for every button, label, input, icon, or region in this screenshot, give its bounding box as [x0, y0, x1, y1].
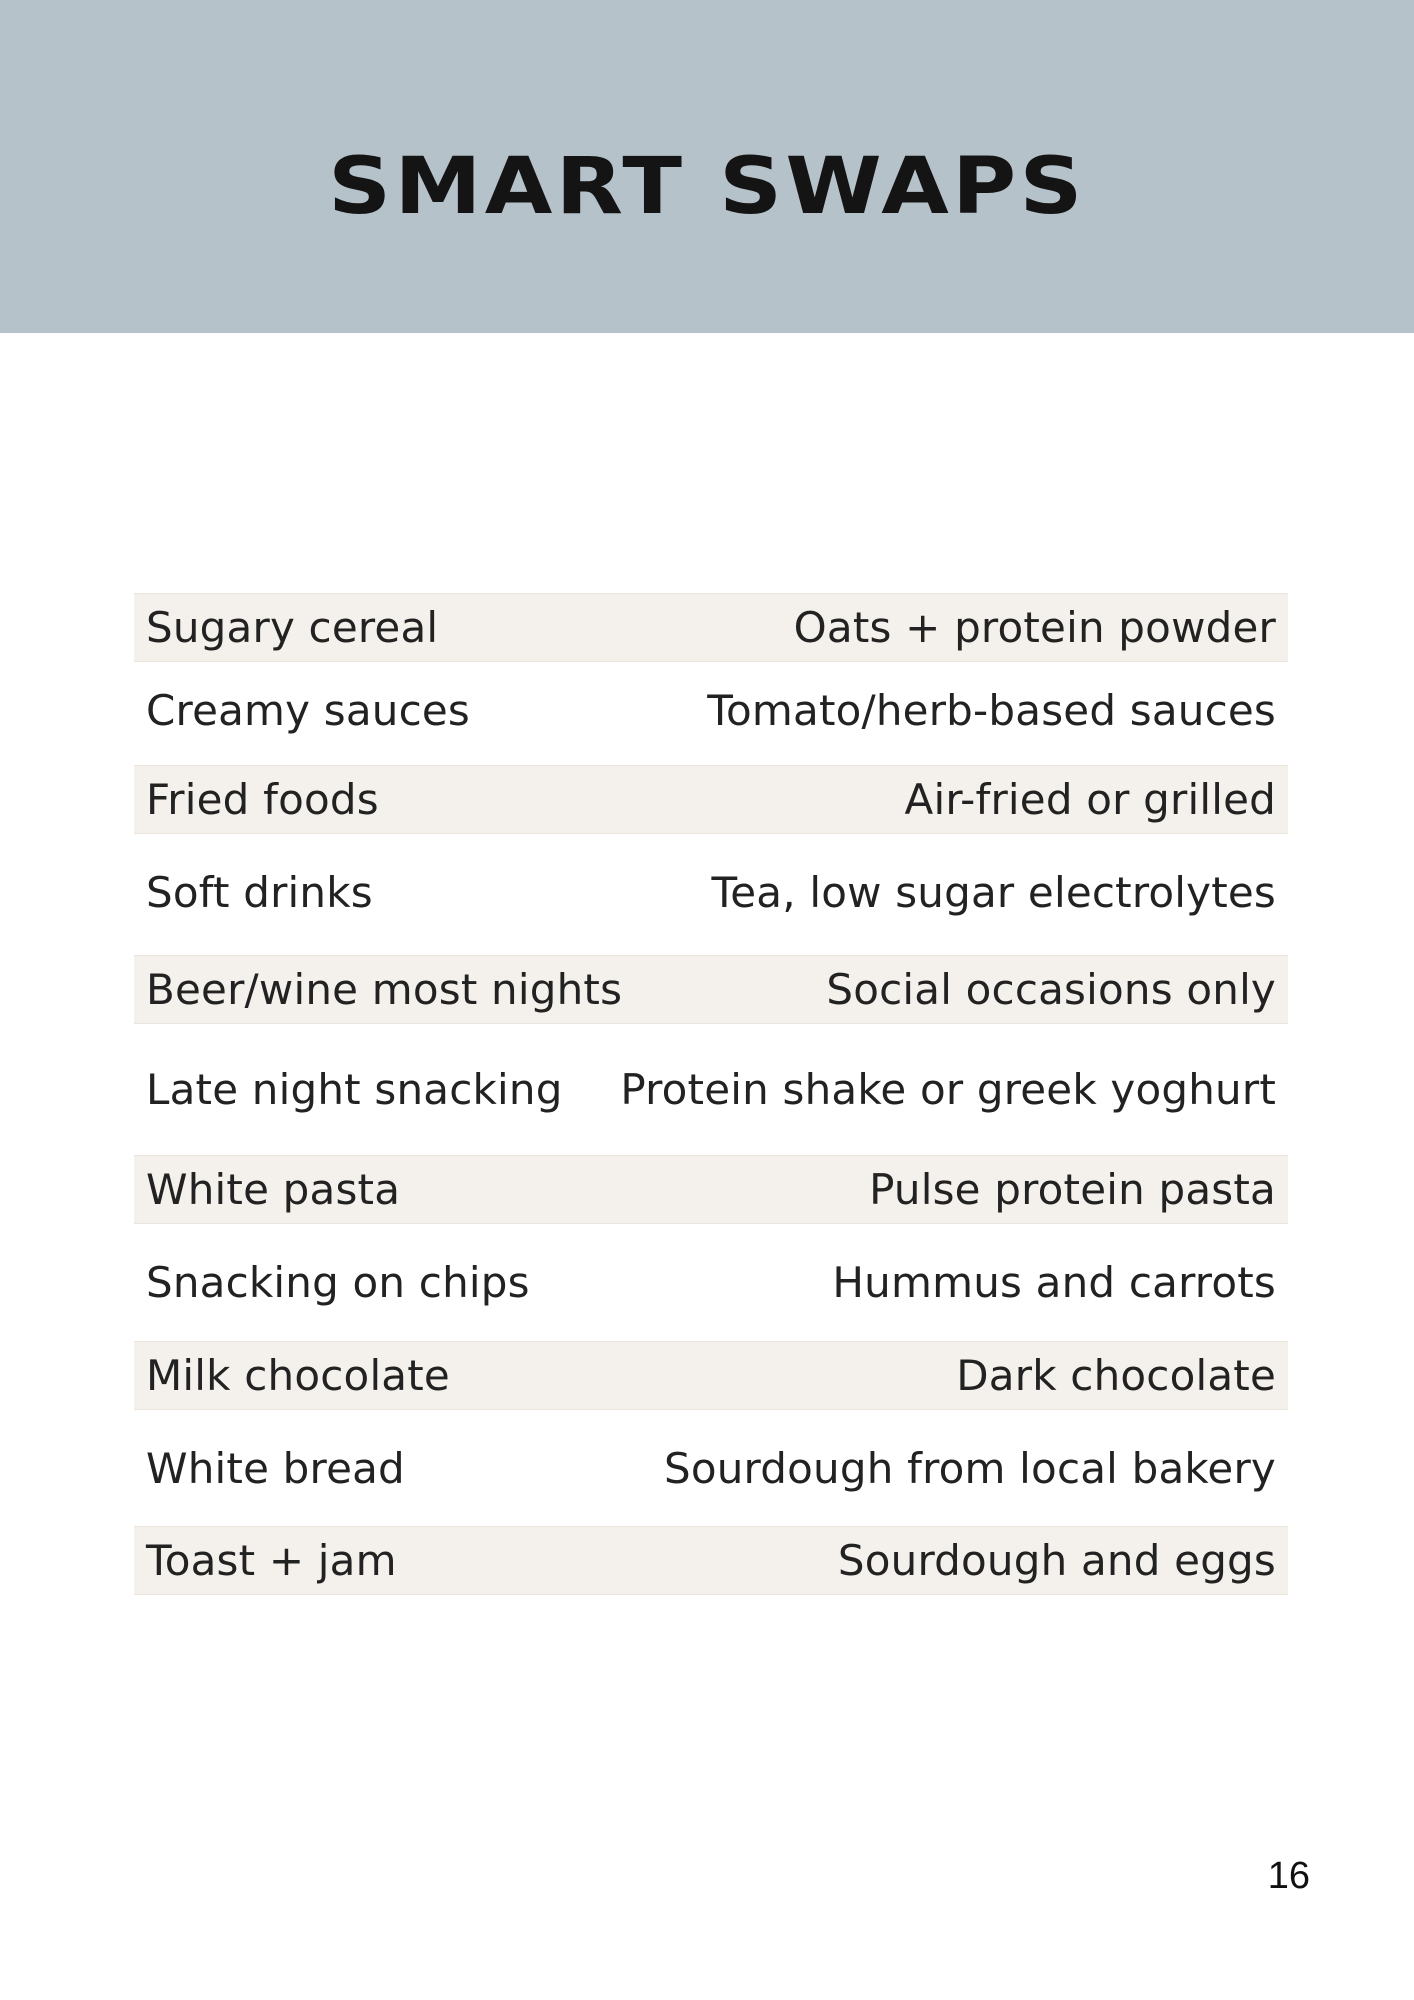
swap-from: Fried foods [146, 775, 379, 824]
swap-from: White bread [146, 1443, 405, 1493]
swap-to: Sourdough from local bakery [663, 1443, 1276, 1493]
swap-from: Snacking on chips [146, 1258, 530, 1307]
table-row [134, 834, 1288, 951]
swap-to: Pulse protein pasta [869, 1165, 1276, 1214]
swap-to: Dark chocolate [956, 1351, 1276, 1400]
table-row [134, 1024, 1288, 1155]
swap-from: White pasta [146, 1165, 401, 1214]
table-row [134, 662, 1288, 759]
swap-from: Creamy sauces [146, 686, 471, 735]
table-row [134, 1224, 1288, 1341]
table-row [134, 1155, 1288, 1224]
swap-to: Tomato/herb-based sauces [707, 686, 1276, 735]
swap-to: Hummus and carrots [832, 1258, 1276, 1307]
swap-from: Beer/wine most nights [146, 965, 623, 1014]
page-number: 16 [1267, 1855, 1310, 1897]
swap-from: Toast + jam [146, 1536, 397, 1585]
swap-to: Sourdough and eggs [837, 1536, 1276, 1585]
swap-to: Tea, low sugar electrolytes [711, 868, 1276, 917]
swap-from: Milk chocolate [146, 1351, 450, 1400]
table-row [134, 765, 1288, 834]
swap-to: Oats + protein powder [793, 603, 1276, 652]
swap-from: Late night snacking [146, 1065, 563, 1114]
page-title: SMART SWAPS [328, 142, 1086, 232]
table-row [134, 1410, 1288, 1526]
swap-to: Protein shake or greek yoghurt [620, 1065, 1276, 1114]
table-row [134, 1341, 1288, 1410]
table-row [134, 955, 1288, 1024]
swap-from: Soft drinks [146, 868, 373, 917]
table-row [134, 593, 1288, 662]
swap-to: Air-fried or grilled [904, 775, 1276, 824]
header-banner [0, 0, 1414, 333]
table-row [134, 1526, 1288, 1595]
swap-from: Sugary cereal [146, 603, 439, 652]
swap-to: Social occasions only [826, 965, 1276, 1014]
